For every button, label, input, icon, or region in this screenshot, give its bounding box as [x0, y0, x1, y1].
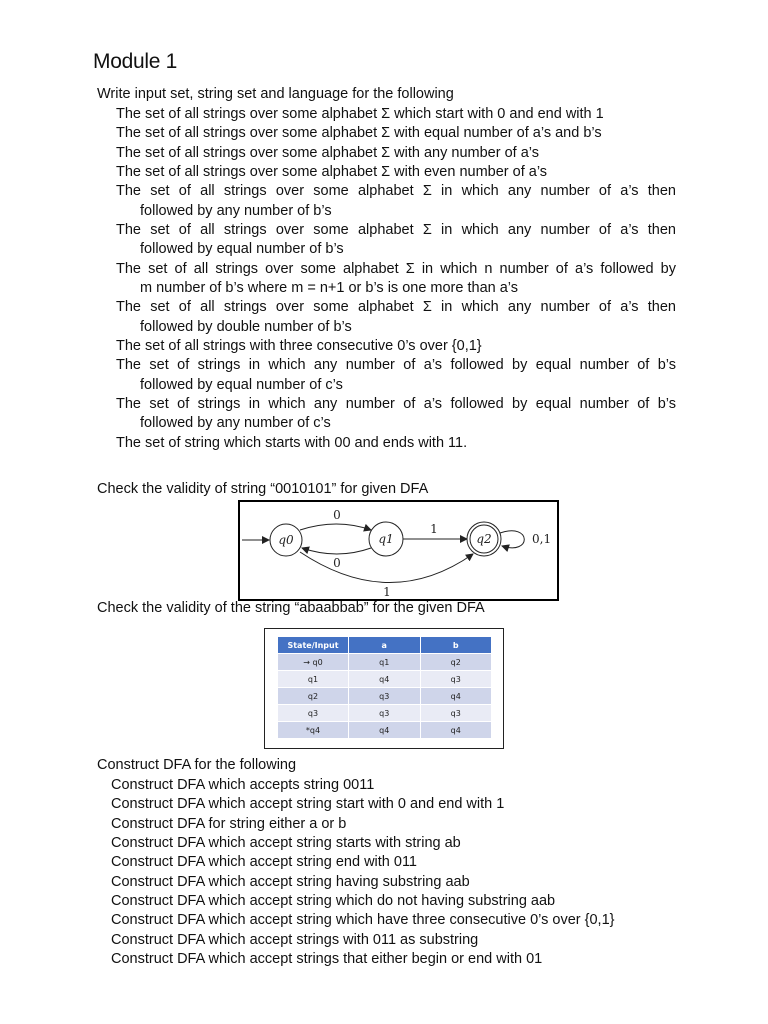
- transition-table-frame: [264, 628, 504, 749]
- dfa-diagram-svg: [240, 502, 557, 599]
- edge-q2-self-loop: [500, 531, 524, 548]
- list-item: The set of all strings over some alphabet Σ in which any number of a’s then: [116, 222, 676, 238]
- list-item: The set of all strings over some alphabet Σ with even number of a’s: [116, 164, 548, 180]
- list-item: Construct DFA which accept strings with 011 as substring: [111, 932, 479, 948]
- edge-label-q1-q2: 1: [430, 522, 438, 536]
- table-header: a: [349, 637, 421, 654]
- table-row: [278, 705, 492, 722]
- dfa-diagram: [238, 500, 559, 601]
- section-heading-dfa-check: Check the validity of string “0010101” for given DFA: [97, 481, 429, 497]
- list-item: Construct DFA for string either a or b: [111, 816, 347, 832]
- edge-q1-q0: [302, 548, 371, 554]
- list-item: The set of all strings over some alphabet Σ in which n number of a’s followed by: [116, 261, 676, 277]
- list-item: The set of strings in which any number of a’s followed by equal number of b’s: [116, 357, 676, 373]
- edge-q0-q1: [300, 524, 371, 530]
- table-cell: q3: [349, 705, 421, 722]
- list-item-continuation: followed by any number of c’s: [140, 415, 331, 431]
- table-cell: q4: [420, 688, 492, 705]
- list-item: The set of all strings over some alphabet Σ in which any number of a’s then: [116, 299, 676, 315]
- table-cell-state: → q0: [278, 654, 349, 671]
- list-item: The set of string which starts with 00 and ends with 11.: [116, 435, 468, 451]
- edge-label-q0-q2: 1: [383, 585, 391, 599]
- edge-label-q2-loop: 0,1: [532, 532, 552, 546]
- table-header-row: [278, 637, 492, 654]
- table-cell: q4: [349, 671, 421, 688]
- table-cell: q4: [349, 722, 421, 739]
- table-cell-state: *q4: [278, 722, 349, 739]
- list-item: The set of strings in which any number of a’s followed by equal number of b’s: [116, 396, 676, 412]
- list-item: Construct DFA which accept strings that either begin or end with 01: [111, 951, 543, 967]
- table-cell: q1: [349, 654, 421, 671]
- edge-q0-q2: [300, 552, 473, 583]
- state-label-q0: q0: [278, 533, 294, 547]
- edge-label-q1-q0: 0: [333, 556, 341, 570]
- list-item: Construct DFA which accept string end with 011: [111, 854, 417, 870]
- state-label-q2: q2: [476, 532, 492, 546]
- table-cell: q3: [420, 705, 492, 722]
- list-item: Construct DFA which accept string starts with string ab: [111, 835, 461, 851]
- list-item-continuation: followed by any number of b’s: [140, 203, 332, 219]
- table-cell: q3: [349, 688, 421, 705]
- section-heading-language: Write input set, string set and language for the following: [97, 86, 454, 102]
- list-item: Construct DFA which accept string start with 0 and end with 1: [111, 796, 505, 812]
- list-item: The set of all strings over some alphabet Σ with equal number of a’s and b’s: [116, 125, 602, 141]
- list-item: The set of all strings over some alphabet Σ in which any number of a’s then: [116, 183, 676, 199]
- table-cell-state: q1: [278, 671, 349, 688]
- section-heading-construct: Construct DFA for the following: [97, 757, 297, 773]
- list-item: Construct DFA which accepts string 0011: [111, 777, 375, 793]
- table-cell: q2: [420, 654, 492, 671]
- table-cell-state: q3: [278, 705, 349, 722]
- table-row: [278, 671, 492, 688]
- state-label-q1: q1: [378, 532, 394, 546]
- edge-label-q0-q1: 0: [333, 508, 341, 522]
- section-heading-table-check: Check the validity of the string “abaabbab” for the given DFA: [97, 600, 485, 616]
- list-item: The set of all strings over some alphabet Σ which start with 0 and end with 1: [116, 106, 604, 122]
- list-item-continuation: m number of b’s where m = n+1 or b’s is one more than a’s: [140, 280, 519, 296]
- transition-table: [277, 636, 492, 739]
- list-item: The set of all strings over some alphabet Σ with any number of a’s: [116, 145, 539, 161]
- table-row: [278, 654, 492, 671]
- list-item: Construct DFA which accept string which do not having substring aab: [111, 893, 556, 909]
- table-cell-state: q2: [278, 688, 349, 705]
- page-title: Module 1: [93, 50, 177, 73]
- table-cell: q4: [420, 722, 492, 739]
- accept-state-marker: *: [305, 725, 310, 735]
- list-item-continuation: followed by equal number of b’s: [140, 241, 344, 257]
- table-row: [278, 722, 492, 739]
- list-item: Construct DFA which accept string having substring aab: [111, 874, 470, 890]
- table-row: [278, 688, 492, 705]
- table-header: State/Input: [278, 637, 349, 654]
- list-item: The set of all strings with three consecutive 0’s over {0,1}: [116, 338, 482, 354]
- list-item: Construct DFA which accept string which have three consecutive 0’s over {0,1}: [111, 912, 615, 928]
- table-cell: q3: [420, 671, 492, 688]
- list-item-continuation: followed by double number of b’s: [140, 319, 352, 335]
- list-item-continuation: followed by equal number of c’s: [140, 377, 343, 393]
- table-header: b: [420, 637, 492, 654]
- start-state-arrow: →: [303, 657, 310, 667]
